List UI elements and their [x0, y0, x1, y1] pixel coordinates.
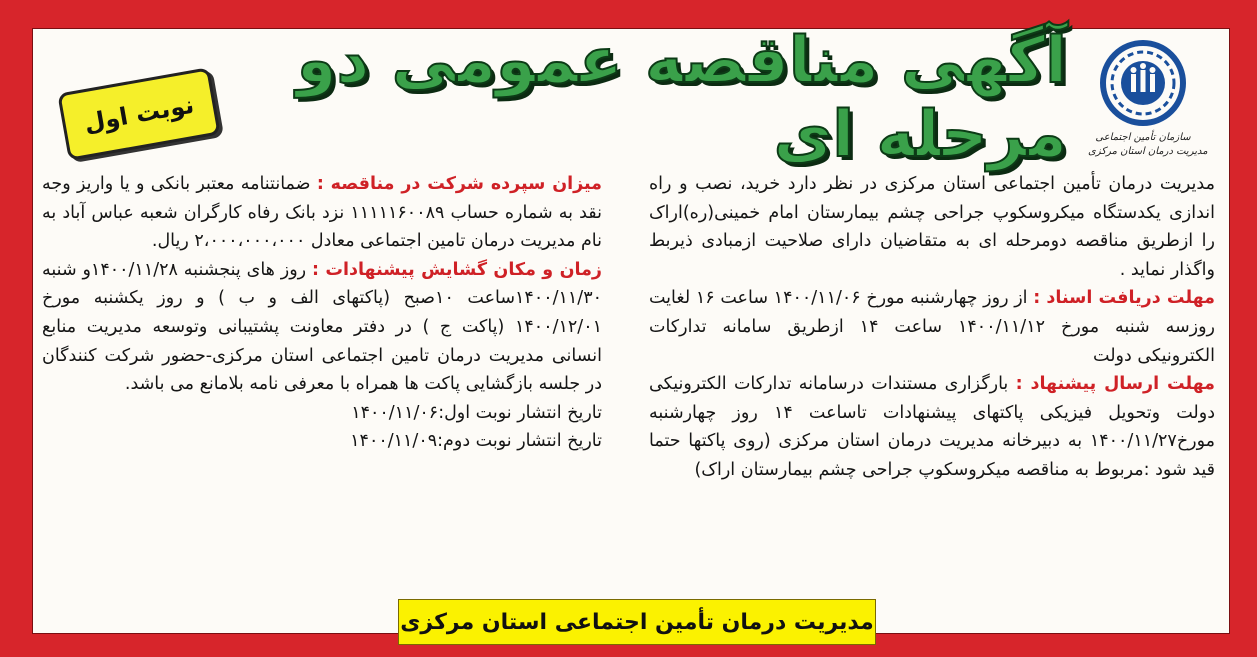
edition-badge: نوبت اول [57, 67, 220, 161]
doc-deadline-text: از روز چهارشنبه مورخ ۱۴۰۰/۱۱/۰۶ ساعت ۱۶ لغایت روزسه شنبه مورخ ۱۴۰۰/۱۱/۱۲ ساعت ۱۴ ازطریق سامانه تدارکات الکترونیکی دولت [649, 288, 1216, 366]
right-column [649, 170, 1215, 485]
publication-date-first: تاریخ انتشار نوبت اول:۱۴۰۰/۱۱/۰۶ [351, 402, 602, 423]
organization-logo [1088, 40, 1208, 158]
doc-deadline-paragraph [649, 284, 1215, 370]
ad-title: آگهی مناقصه عمومی دو مرحله ای [296, 24, 1067, 172]
deposit-text: ضمانتنامه معتبر بانکی و یا واریز وجه نقد به شماره حساب ۱۱۱۱۱۶۰۰۸۹ نزد بانک رفاه کارگران شعبه عباس آباد به نام مدیریت درمان تامین اجتماعی معادل ۲،۰۰۰،۰۰۰،۰۰۰ ریال. [42, 174, 602, 252]
deposit-label: میزان سپرده شرکت در مناقصه : [316, 174, 602, 194]
social-security-logo-icon [1100, 40, 1186, 126]
publication-date-second: تاریخ انتشار نوبت دوم:۱۴۰۰/۱۱/۰۹ [350, 431, 602, 452]
left-column [42, 170, 602, 456]
opening-text: روز های پنجشنبه ۱۴۰۰/۱۱/۲۸و شنبه ۱۴۰۰/۱۱/۳۰ساعت ۱۰صبح (پاکتهای الف و ب ) و روز یکشنبه مورخ ۱۴۰۰/۱۲/۰۱ (پاکت ج ) در دفتر معاونت پشتیبانی وتوسعه مدیریت منابع انسانی مدیریت درمان تامین اجتماعی استان مرکزی-حضور شرکت کنندگان در جلسه بازگشایی پاکت ها همراه با معرفی نامه بلامانع می باشد. [42, 259, 603, 395]
deposit-paragraph [42, 170, 602, 256]
logo-org-department: مدیریت درمان استان مرکزی [1088, 146, 1208, 157]
doc-deadline-label: مهلت دریافت اسناد : [1033, 288, 1215, 309]
submit-deadline-paragraph [649, 370, 1215, 484]
opening-label: زمان و مکان گشایش پیشنهادات : [312, 259, 602, 280]
submit-deadline-text: بارگزاری مستندات درسامانه تدارکات الکترونیکی دولت وتحویل فیزیکی پاکتهای پیشنهادات تاساعت ۱۴ روز چهارشنبه مورخ۱۴۰۰/۱۱/۲۷ به دبیرخانه مدیریت درمان استان مرکزی (روی پاکتها حتما قید شود :مربوط به مناقصه میکروسکوپ جراحی چشم بیمارستان اراک) [649, 374, 1215, 480]
submit-deadline-label: مهلت ارسال پیشنهاد : [1015, 374, 1215, 395]
footer-banner: مدیریت درمان تأمین اجتماعی استان مرکزی [398, 599, 876, 645]
opening-paragraph [42, 256, 602, 399]
ad-header [32, 24, 1228, 172]
logo-org-name: سازمان تأمین اجتماعی [1095, 132, 1191, 143]
intro-paragraph: مدیریت درمان تأمین اجتماعی استان مرکزی در نظر دارد خرید، نصب و راه اندازی یکدستگاه میکروسکوپ جراحی چشم بیمارستان امام خمینی(ره)اراک را ازطریق مناقصه دومرحله ای به متقاضیان دارای صلاحیت ازمبادی ذیربط واگذار نماید . [649, 174, 1215, 280]
